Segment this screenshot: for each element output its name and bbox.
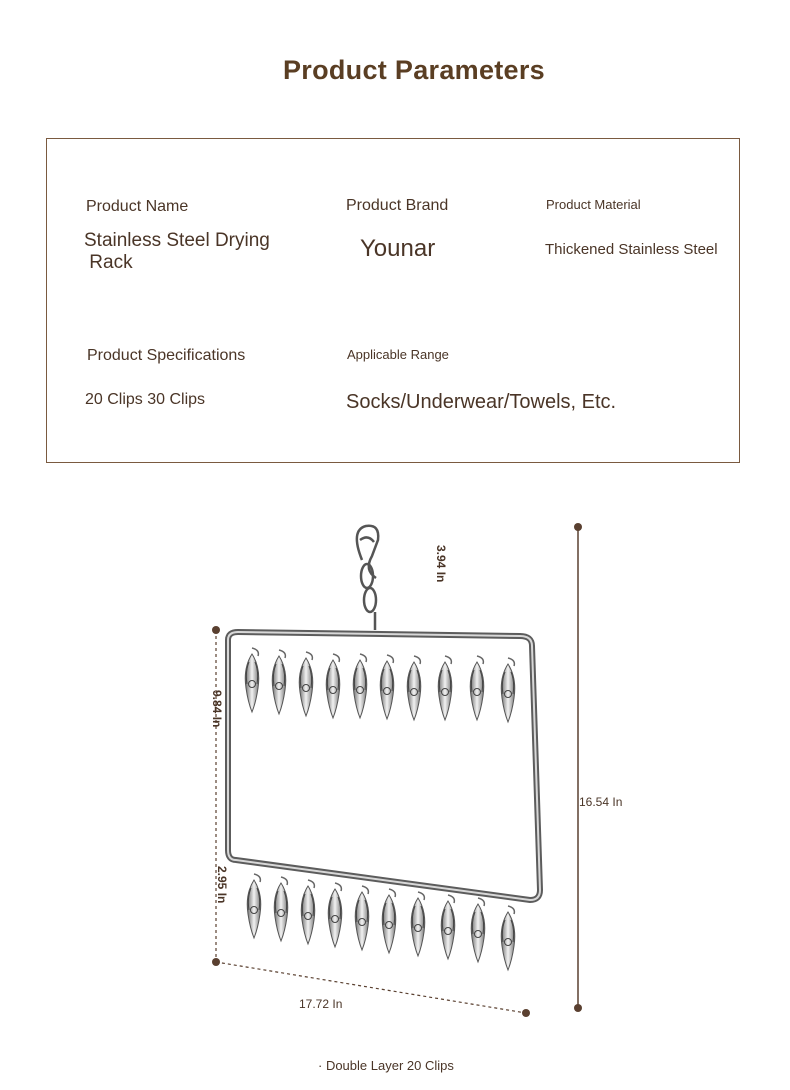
- applicable-range-value: Socks/Underwear/Towels, Etc.: [346, 391, 617, 413]
- page-title: Product Parameters: [282, 55, 545, 85]
- top-clip-row: [245, 648, 515, 722]
- clip-length-label: 2.95 In: [215, 866, 229, 904]
- product-specifications-value: 20 Clips 30 Clips: [85, 391, 206, 408]
- product-material-label: Product Material: [546, 197, 641, 212]
- hook: [357, 526, 378, 630]
- product-name-value-line2: Rack: [84, 252, 133, 273]
- hook-height-label: 3.94 In: [434, 545, 448, 583]
- product-brand-value: Younar: [360, 235, 436, 262]
- product-name-value-line1: Stainless Steel Drying: [84, 230, 270, 251]
- frame-height-label: 9.84 In: [210, 690, 224, 728]
- width-label: 17.72 In: [299, 997, 343, 1011]
- product-brand-label: Product Brand: [346, 197, 449, 214]
- dimension-lines: [212, 523, 582, 1017]
- bottom-clip-row: [247, 874, 515, 970]
- applicable-range-label: Applicable Range: [347, 347, 449, 362]
- product-caption: · Double Layer 20 Clips: [318, 1058, 454, 1073]
- product-material-value: Thickened Stainless Steel: [545, 241, 718, 258]
- total-height-label: 16.54 In: [579, 795, 623, 809]
- product-name-label: Product Name: [86, 198, 189, 215]
- product-specifications-label: Product Specifications: [87, 347, 246, 364]
